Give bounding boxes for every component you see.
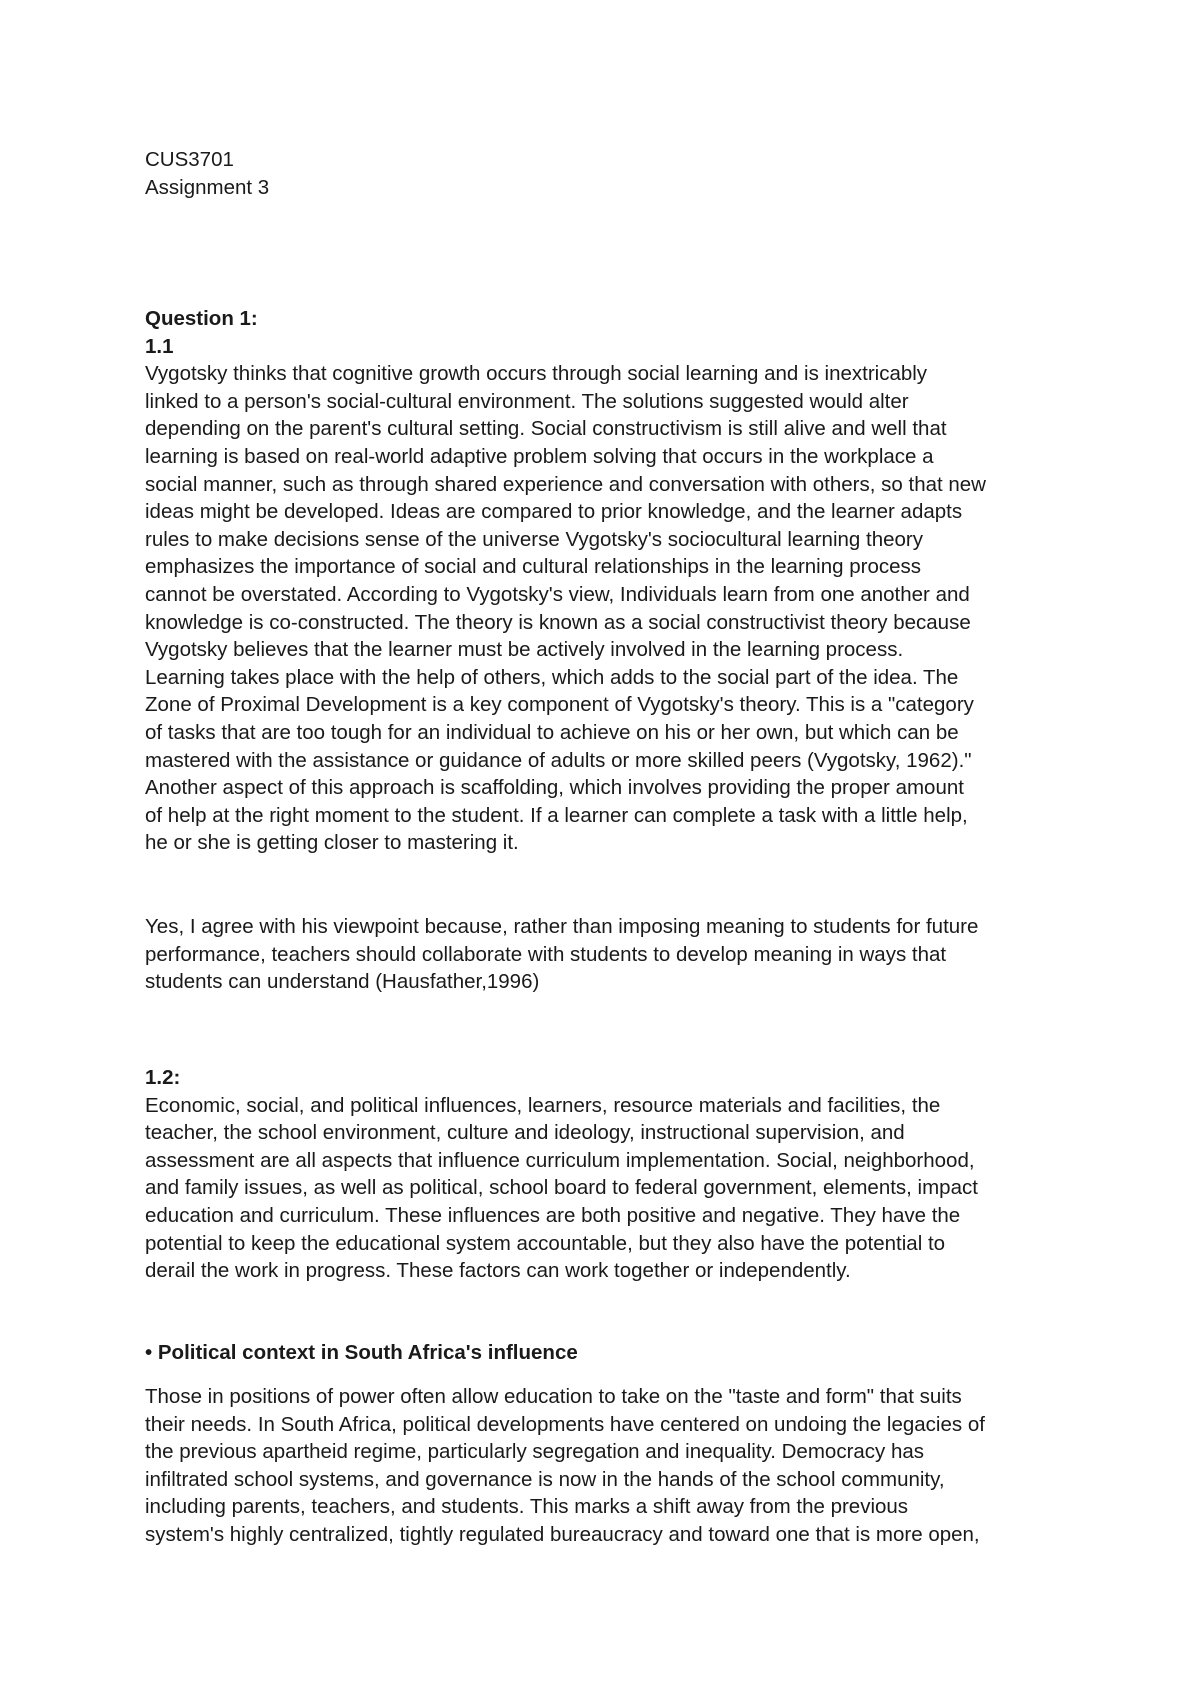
paragraph-line: Vygotsky thinks that cognitive growth occurs through social learning and is inextricably [145, 362, 928, 386]
paragraph-line: ideas might be developed. Ideas are compared to prior knowledge, and the learner adapts [145, 500, 963, 524]
course-code: CUS3701 [145, 148, 234, 171]
subsection-1-2 [145, 1064, 978, 1285]
paragraph-line: cannot be overstated. According to Vygotsky's view, Individuals learn from one another and [145, 582, 970, 606]
paragraph-line: of tasks that are too tough for an individual to achieve on his or her own, but which can be [145, 720, 959, 744]
document-header [145, 146, 269, 201]
paragraph-line: teacher, the school environment, culture and ideology, instructional supervision, and [145, 1121, 905, 1145]
paragraph-line: social manner, such as through shared experience and conversation with others, so that new [145, 472, 986, 496]
paragraph-line: rules to make decisions sense of the universe Vygotsky's sociocultural learning theory [145, 527, 923, 551]
paragraph-line: assessment are all aspects that influence curriculum implementation. Social, neighborhood, [145, 1148, 975, 1172]
paragraph-line: Yes, I agree with his viewpoint because, rather than imposing meaning to students for future [145, 915, 979, 938]
paragraph-line: depending on the parent's cultural setting. Social constructivism is still alive and well that [145, 417, 947, 441]
paragraph-line: Learning takes place with the help of others, which adds to the social part of the idea. The [145, 665, 959, 689]
assignment-title: Assignment 3 [145, 175, 270, 199]
paragraph-line: linked to a person's social-cultural environment. The solutions suggested would alter [145, 389, 909, 413]
paragraph-line: and family issues, as well as political, school board to federal government, elements, impact [145, 1176, 978, 1200]
paragraph-line: Another aspect of this approach is scaffolding, which involves providing the proper amount [145, 776, 964, 800]
paragraph-line: of help at the right moment to the student. If a learner can complete a task with a little help, [145, 803, 968, 827]
paragraph-line: system's highly centralized, tightly regulated bureaucracy and toward one that is more open, [145, 1522, 980, 1546]
paragraph-line: emphasizes the importance of social and cultural relationships in the learning process [145, 555, 922, 579]
paragraph-line: education and curriculum. These influences are both positive and negative. They have the [145, 1203, 961, 1227]
question-1-heading: Question 1: [145, 307, 258, 330]
paragraph-line: mastered with the assistance or guidance of adults or more skilled peers (Vygotsky, 1962)." [145, 748, 972, 772]
paragraph-line: Those in positions of power often allow education to take on the "taste and form" that suits [145, 1385, 962, 1408]
paragraph-line: potential to keep the educational system accountable, but they also have the potential to [145, 1231, 946, 1255]
paragraph-line: infiltrated school systems, and governance is now in the hands of the school community, [145, 1467, 945, 1491]
question-1-section [145, 305, 986, 857]
bullet-heading: • Political context in South Africa's influence [145, 1341, 578, 1364]
agreement-paragraph [145, 913, 978, 996]
paragraph-line: students can understand (Hausfather,1996) [145, 970, 540, 994]
subsection-1-2-label: 1.2: [145, 1066, 181, 1089]
paragraph-line: their needs. In South Africa, political developments have centered on undoing the legacies of [145, 1412, 985, 1436]
political-context-body [145, 1383, 985, 1549]
paragraph-line: Economic, social, and political influences, learners, resource materials and facilities, the [145, 1093, 941, 1117]
political-context-heading [145, 1339, 578, 1367]
paragraph-line: derail the work in progress. These factors can work together or independently. [145, 1259, 851, 1283]
paragraph-line: Zone of Proximal Development is a key component of Vygotsky's theory. This is a "category [145, 693, 974, 717]
subsection-1-1-body [145, 360, 986, 857]
paragraph-line: including parents, teachers, and students. This marks a shift away from the previous [145, 1495, 909, 1519]
paragraph-line: he or she is getting closer to mastering it. [145, 831, 519, 855]
paragraph-line: Vygotsky believes that the learner must be actively involved in the learning process. [145, 638, 904, 662]
paragraph-line: knowledge is co-constructed. The theory is known as a social constructivist theory because [145, 610, 971, 634]
paragraph-line: performance, teachers should collaborate with students to develop meaning in ways that [145, 942, 947, 966]
paragraph-line: learning is based on real-world adaptive problem solving that occurs in the workplace a [145, 444, 934, 468]
paragraph-line: the previous apartheid regime, particularly segregation and inequality. Democracy has [145, 1440, 925, 1464]
subsection-1-1-label: 1.1 [145, 334, 174, 358]
